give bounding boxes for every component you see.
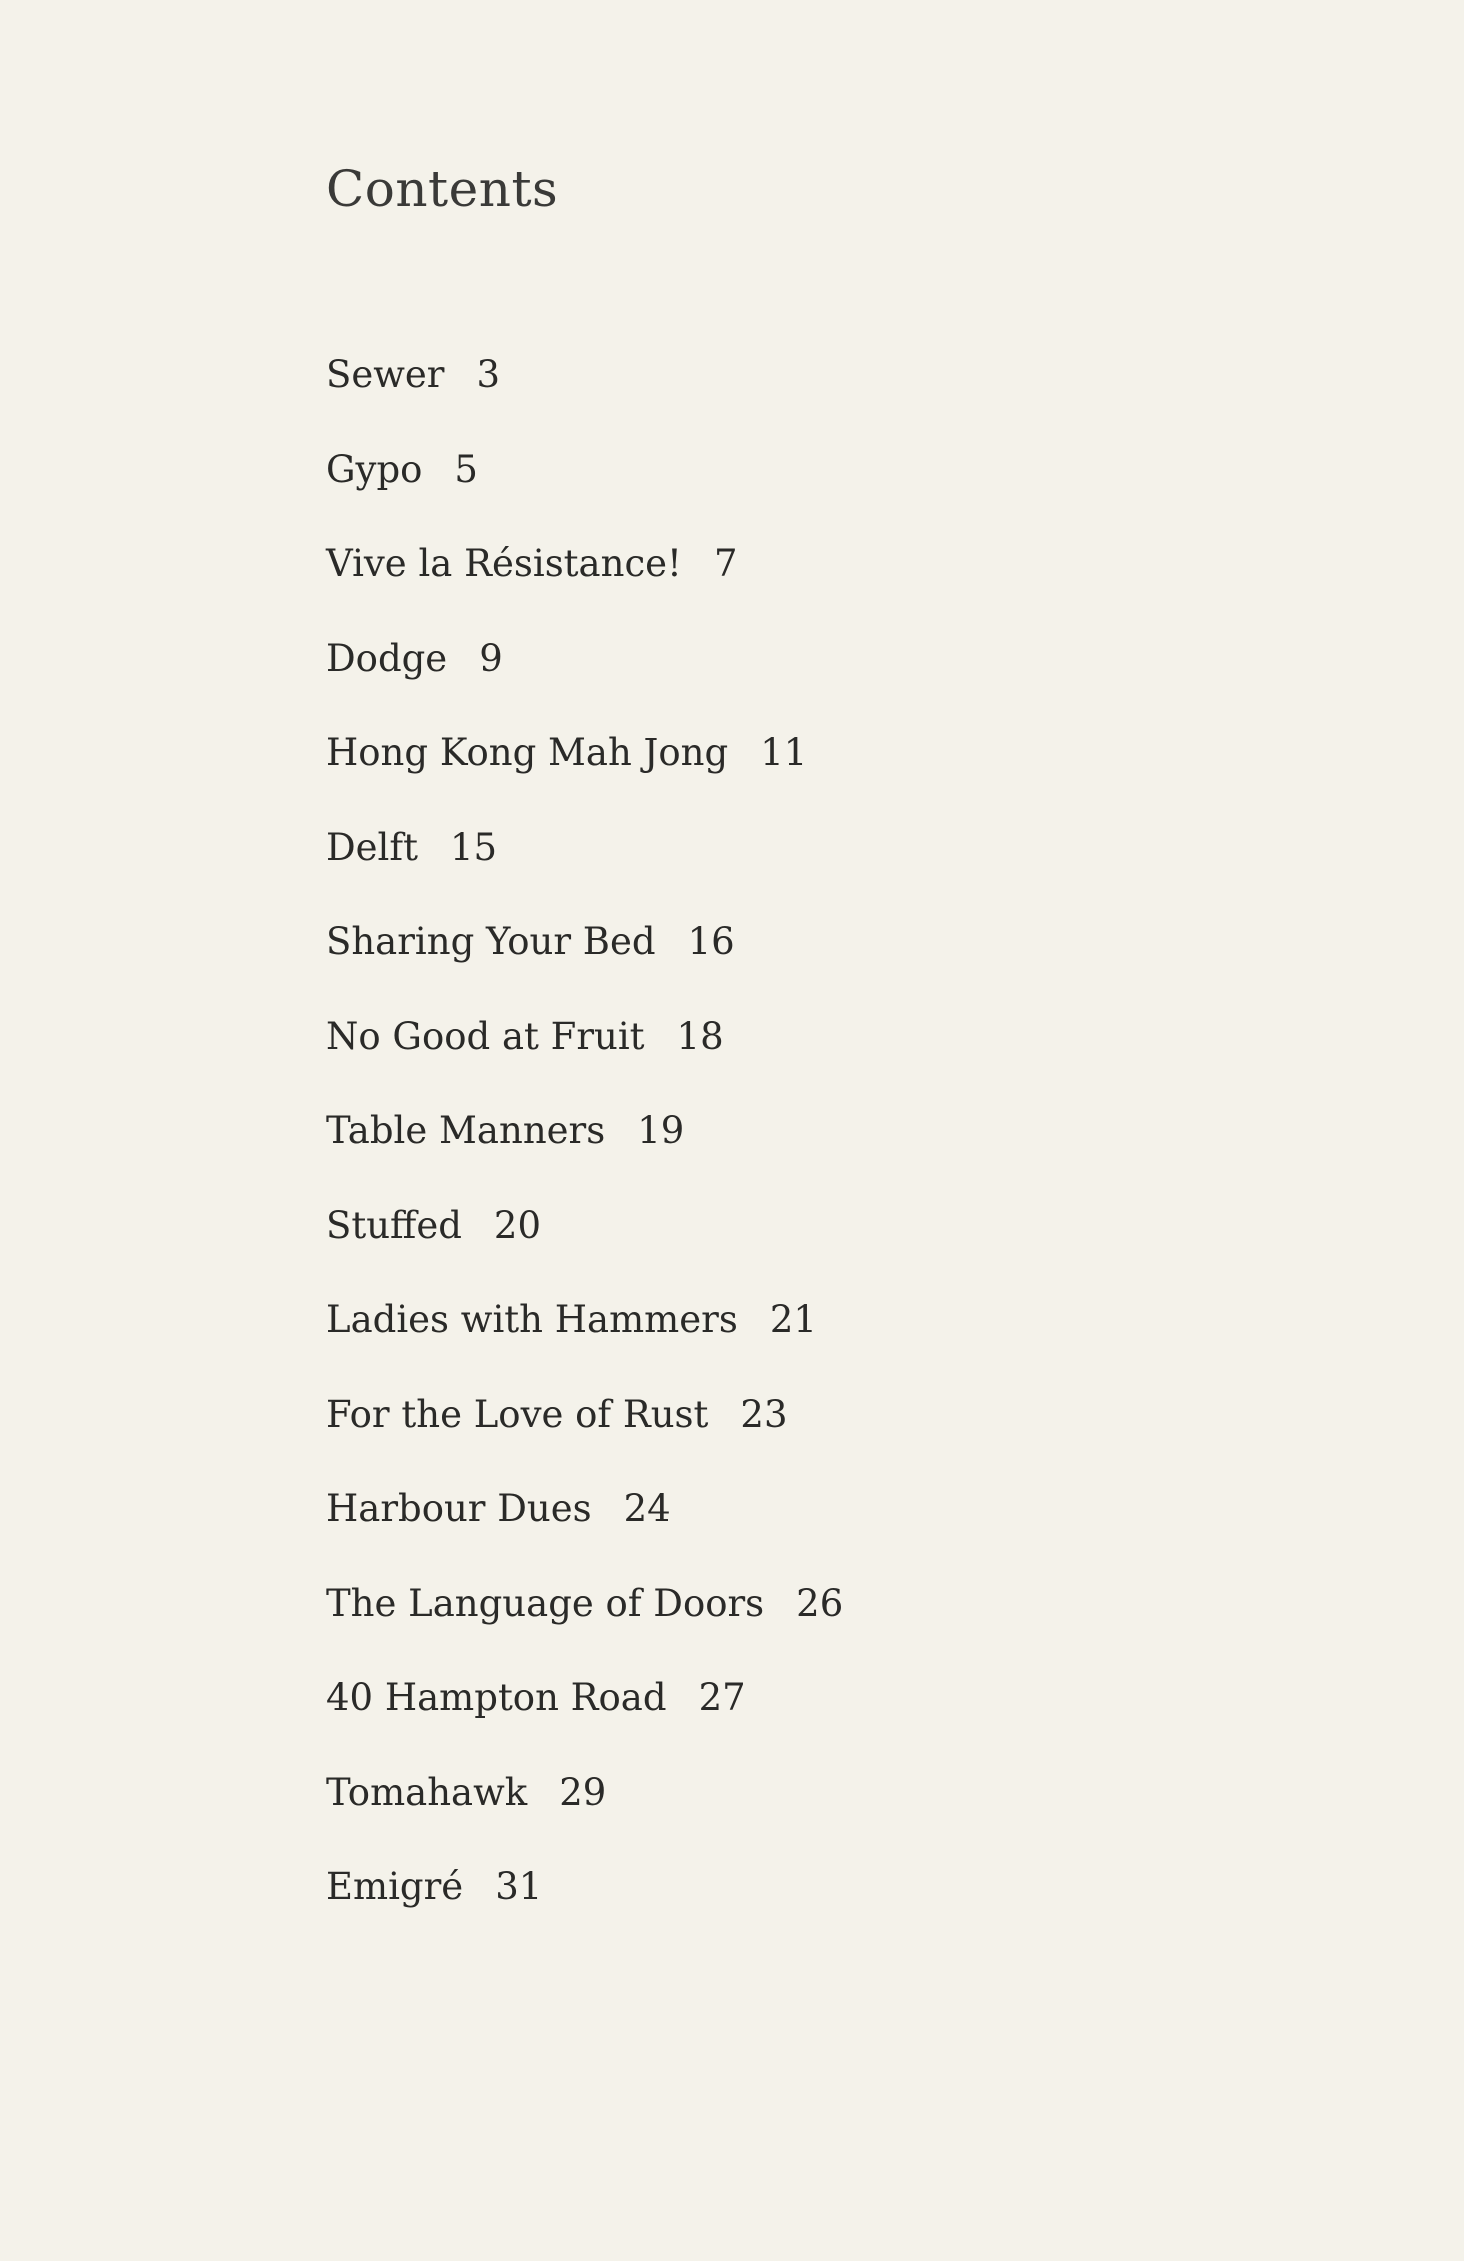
toc-entry — [326, 723, 1226, 818]
toc-entry — [326, 534, 1226, 629]
toc-entry-page: 7 — [713, 542, 738, 585]
toc-entry — [326, 1857, 1226, 1952]
toc-entry-page: 15 — [449, 825, 498, 869]
toc-entry-title: Table Manners — [326, 1109, 606, 1152]
toc-entry-title: Gypo — [326, 447, 423, 491]
toc-entry — [326, 1574, 1226, 1669]
toc-entry-page: 18 — [676, 1014, 724, 1058]
toc-entry-page: 21 — [769, 1298, 817, 1341]
toc-entry — [326, 1385, 1226, 1480]
toc-entry — [326, 1196, 1226, 1291]
contents-list — [326, 345, 1226, 1952]
toc-entry-page: 19 — [637, 1109, 685, 1152]
toc-entry-page: 31 — [495, 1865, 543, 1908]
toc-entry-title: No Good at Fruit — [326, 1014, 645, 1058]
toc-entry-title: Ladies with Hammers — [326, 1298, 738, 1341]
toc-entry — [326, 629, 1226, 724]
toc-entry-title: Tomahawk — [326, 1770, 528, 1814]
toc-entry — [326, 1668, 1226, 1763]
toc-entry — [326, 345, 1226, 440]
toc-entry — [326, 1290, 1226, 1385]
toc-entry — [326, 912, 1226, 1007]
toc-entry-page: 5 — [454, 447, 478, 491]
toc-entry — [326, 1479, 1226, 1574]
toc-entry-title: The Language of Doors — [326, 1581, 765, 1625]
toc-entry-page: 3 — [476, 353, 501, 396]
toc-entry — [326, 1101, 1226, 1196]
toc-entry-page: 29 — [559, 1770, 607, 1814]
toc-entry-title: Sewer — [326, 353, 445, 396]
toc-entry-title: For the Love of Rust — [326, 1392, 709, 1436]
page-title: Contents — [326, 160, 559, 218]
toc-entry-title: Vive la Résistance! — [326, 542, 682, 585]
toc-entry — [326, 440, 1226, 535]
toc-entry-title: Dodge — [326, 636, 448, 680]
toc-entry-title: Harbour Dues — [326, 1487, 592, 1530]
toc-entry-title: Delft — [326, 825, 418, 869]
toc-entry-page: 16 — [687, 920, 735, 963]
toc-entry-title: Sharing Your Bed — [326, 920, 656, 963]
toc-entry-page: 27 — [698, 1676, 746, 1719]
toc-entry-title: Hong Kong Mah Jong — [326, 731, 729, 774]
toc-entry-title: Emigré — [326, 1865, 464, 1908]
toc-entry-page: 24 — [623, 1487, 671, 1530]
toc-entry-page: 11 — [760, 731, 808, 774]
toc-entry-title: Stuffed — [326, 1203, 462, 1247]
toc-entry — [326, 1763, 1226, 1858]
toc-entry — [326, 818, 1226, 913]
toc-entry-title: 40 Hampton Road — [326, 1676, 667, 1719]
toc-entry-page: 20 — [493, 1203, 542, 1247]
toc-entry-page: 9 — [479, 636, 503, 680]
toc-entry-page: 23 — [740, 1392, 788, 1436]
toc-entry-page: 26 — [796, 1581, 844, 1625]
toc-entry — [326, 1007, 1226, 1102]
